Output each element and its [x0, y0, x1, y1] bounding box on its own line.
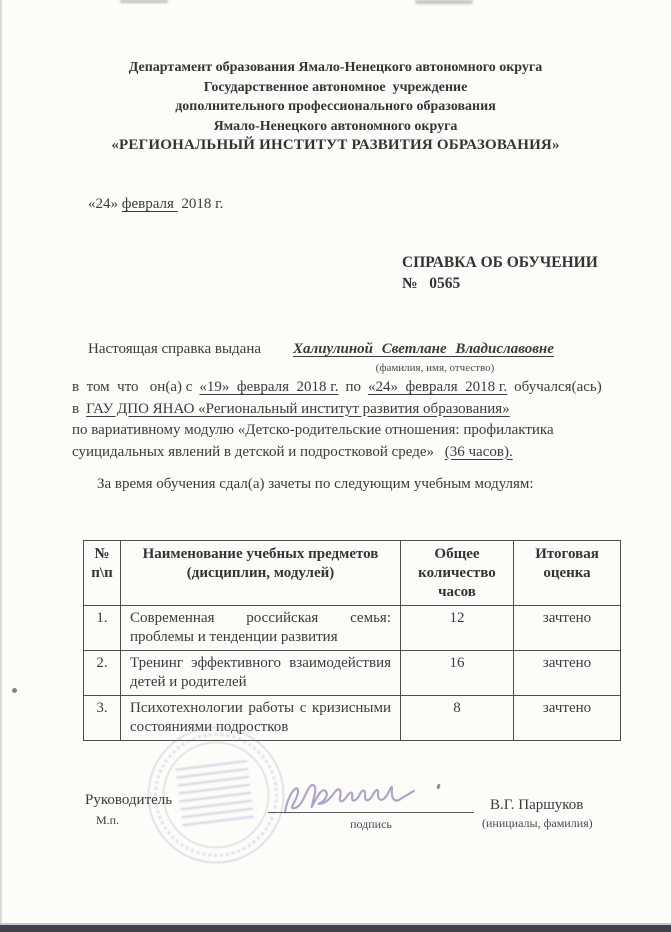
row-hours: 12 [401, 606, 514, 651]
col-header-num: № п\п [84, 541, 121, 606]
signature-caption: подпись [350, 817, 392, 831]
ink-mark [436, 784, 441, 790]
issue-date [88, 196, 223, 213]
row-subject: Психотехнологии работы с кризисными состояниями подростков [121, 696, 401, 741]
letterhead-line-1: Департамент образования Ямало-Ненецкого автономного округа [128, 60, 543, 75]
row-subject: Современная российская семья: проблемы и тенденции развития [121, 606, 401, 651]
row-hours: 8 [401, 696, 514, 741]
recipient-line [88, 341, 648, 358]
table-row [84, 696, 621, 741]
table-row [84, 606, 621, 651]
modules-intro: За время обучения сдал(а) зачеты по следующим учебным модулям: [97, 476, 534, 492]
col-header-hours: Общее количество часов [401, 541, 514, 606]
row-hours: 16 [401, 651, 514, 696]
scan-smudge-top-right [415, 0, 473, 4]
letterhead-line-2: Государственное автономное учреждение [203, 79, 468, 95]
issue-date-year: 2018 г. [177, 196, 224, 212]
position-label: Руководитель [85, 792, 173, 808]
end-date: «24» февраля 2018 г. [368, 379, 508, 395]
scan-bottom-bar [0, 925, 671, 932]
body-org-pre: в [72, 400, 80, 417]
recipient-name: Халиулиной Светлане Владиславовне [293, 341, 554, 357]
stamp-center-text-lines [175, 760, 254, 828]
row-grade: зачтено [514, 696, 621, 741]
letterhead [40, 58, 631, 156]
row-grade: зачтено [514, 651, 621, 696]
letterhead-line-4: Ямало-Ненецкого автономного округа [213, 118, 458, 134]
col-header-grade: Итоговая оценка [514, 541, 621, 606]
body-line-module-1: по вариативному модулю «Детско-родительские отношения: профилактика [72, 422, 554, 438]
row-grade: зачтено [514, 606, 621, 651]
scan-speck [12, 688, 17, 693]
row-num: 3. [84, 696, 121, 741]
body-dates-post: обучался(ась) [514, 379, 602, 395]
body-line-dates [72, 377, 632, 399]
row-num: 2. [84, 651, 121, 696]
module-name-tail: суицидальных явлений в детской и подростковой среде» [72, 443, 438, 460]
col-header-subject: Наименование учебных предметов (дисциплин, модулей) [121, 541, 401, 606]
recipient-name-caption: (фамилия, имя, отчество) [375, 362, 495, 374]
body-line-module-2 [72, 442, 632, 464]
subjects-table [83, 540, 621, 741]
organization-name: ГАУ ДПО ЯНАО «Региональный институт развития образования» [86, 400, 510, 417]
module-hours: (36 часов). [444, 443, 513, 460]
recipient-intro: Настоящая справка выдана [88, 341, 262, 357]
scan-smudge-top-left [120, 0, 168, 3]
letterhead-line-3: дополнительного профессионального образования [175, 99, 496, 114]
issue-date-month: февраля [121, 196, 178, 212]
row-num: 1. [84, 606, 121, 651]
document-title-block [402, 252, 598, 294]
body-dates-mid: по [345, 379, 362, 395]
signature-line [268, 812, 474, 813]
head-name-caption: (инициалы, фамилия) [482, 816, 593, 830]
seal-placeholder-label: М.п. [96, 813, 120, 827]
letterhead-institute-name: «РЕГИОНАЛЬНЫЙ ИНСТИТУТ РАЗВИТИЯ ОБРАЗОВАНИЯ» [111, 137, 560, 153]
table-header-row [84, 541, 621, 606]
body-line-organization [72, 399, 632, 421]
start-date: «19» февраля 2018 г. [199, 379, 339, 395]
scan-left-edge [0, 0, 2, 932]
document-number: № 0565 [402, 275, 461, 292]
issue-date-day: «24» [88, 196, 118, 212]
subjects-table-wrap [83, 540, 621, 741]
row-subject: Тренинг эффективного взаимодействия детей и родителей [121, 651, 401, 696]
document-title: СПРАВКА ОБ ОБУЧЕНИИ [402, 254, 598, 271]
table-row [84, 651, 621, 696]
body-dates-pre: в том что он(а) с [72, 379, 193, 395]
body-paragraph [72, 377, 632, 463]
head-full-name: В.Г. Паршуков [490, 797, 584, 813]
